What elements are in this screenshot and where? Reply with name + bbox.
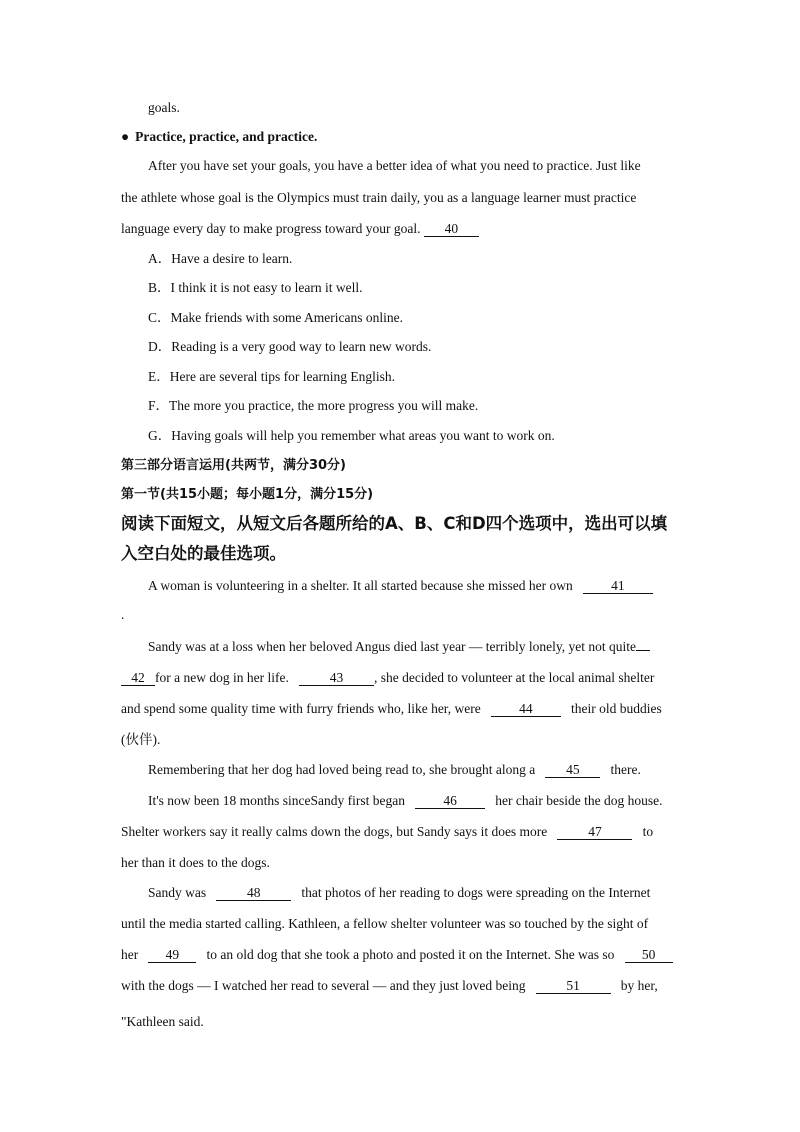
passage-p4-line2: Shelter workers say it really calms down the dogs, but Sandy says it does more 47 to bbox=[121, 824, 654, 839]
para1-line2: the athlete whose goal is the Olympics must train daily, you as a language learner must practice bbox=[121, 190, 637, 205]
para1-line3: language every day to make progress toward your goal. 40 bbox=[121, 220, 479, 238]
blank-51[interactable]: 51 bbox=[536, 978, 611, 994]
option-d: D．Reading is a very good way to learn new words. bbox=[148, 339, 432, 354]
blank-42[interactable]: 42 bbox=[121, 670, 155, 686]
passage-p2-line1: Sandy was at a loss when her beloved Angus died last year — terribly lonely, yet not quite bbox=[148, 638, 650, 656]
passage-p5-line4: with the dogs — I watched her read to several — and they just loved being 51 by her, bbox=[121, 978, 658, 993]
passage-p2-line4: (伙伴). bbox=[121, 732, 161, 747]
option-a: A．Have a desire to learn. bbox=[148, 251, 293, 266]
tip-heading bbox=[121, 128, 317, 146]
passage-p5-line5: "Kathleen said. bbox=[121, 1014, 204, 1029]
passage-p5-line3: her 49 to an old dog that she took a photo and posted it on the Internet. She was so 50 bbox=[121, 946, 673, 964]
instruction-line2: 入空白处的最佳选项。 bbox=[121, 544, 286, 563]
section-title: 第三部分语言运用(共两节，满分30分) bbox=[121, 458, 346, 473]
blank-44[interactable]: 44 bbox=[491, 701, 561, 717]
passage-p5-line1: Sandy was 48 that photos of her reading to dogs were spreading on the Internet bbox=[148, 885, 651, 900]
passage-p5-line2: until the media started calling. Kathleen, a fellow shelter volunteer was so touched by the sight of bbox=[121, 916, 649, 931]
para1-line1: After you have set your goals, you have a better idea of what you need to practice. Just like bbox=[148, 158, 641, 173]
blank-47[interactable]: 47 bbox=[557, 824, 632, 840]
blank-48[interactable]: 48 bbox=[216, 885, 291, 901]
blank-45[interactable]: 45 bbox=[545, 762, 600, 778]
option-b: B．I think it is not easy to learn it well. bbox=[148, 280, 363, 295]
passage-p4-line3: her than it does to the dogs. bbox=[121, 855, 270, 870]
tip-heading-text: Practice, practice, and practice. bbox=[135, 129, 318, 144]
blank-46[interactable]: 46 bbox=[415, 793, 485, 809]
blank-49[interactable]: 49 bbox=[148, 947, 196, 963]
bullet-icon: ● bbox=[121, 129, 130, 144]
passage-p2-line2: 42 for a new dog in her life. 43 , she decided to volunteer at the local animal shelter bbox=[121, 669, 654, 687]
passage-p3: Remembering that her dog had loved being read to, she brought along a 45 there. bbox=[148, 762, 641, 777]
instruction-line1: 阅读下面短文，从短文后各题所给的A、B、C和D四个选项中，选出可以填 bbox=[121, 514, 668, 533]
passage-p1-line1: A woman is volunteering in a shelter. It all started because she missed her own 41 bbox=[148, 577, 653, 595]
passage-p2-line3: and spend some quality time with furry friends who, like her, were 44 their old buddies bbox=[121, 701, 662, 716]
option-e: E．Here are several tips for learning English. bbox=[148, 369, 396, 384]
top-fragment: goals. bbox=[148, 100, 180, 115]
blank-41[interactable]: 41 bbox=[583, 578, 653, 594]
option-f: F．The more you practice, the more progress you will make. bbox=[148, 398, 479, 413]
passage-p4-line1: It's now been 18 months sinceSandy first began 46 her chair beside the dog house. bbox=[148, 793, 663, 808]
blank-40[interactable]: 40 bbox=[424, 221, 479, 237]
option-c: C．Make friends with some Americans online. bbox=[148, 310, 403, 325]
blank-43[interactable]: 43 bbox=[299, 670, 374, 686]
subsection-title: 第一节(共15小题；每小题1分，满分15分) bbox=[121, 487, 374, 502]
blank-42-start bbox=[636, 650, 650, 651]
blank-50[interactable]: 50 bbox=[625, 947, 673, 963]
option-g: G．Having goals will help you remember what areas you want to work on. bbox=[148, 428, 555, 443]
passage-p1-end: . bbox=[121, 607, 125, 622]
